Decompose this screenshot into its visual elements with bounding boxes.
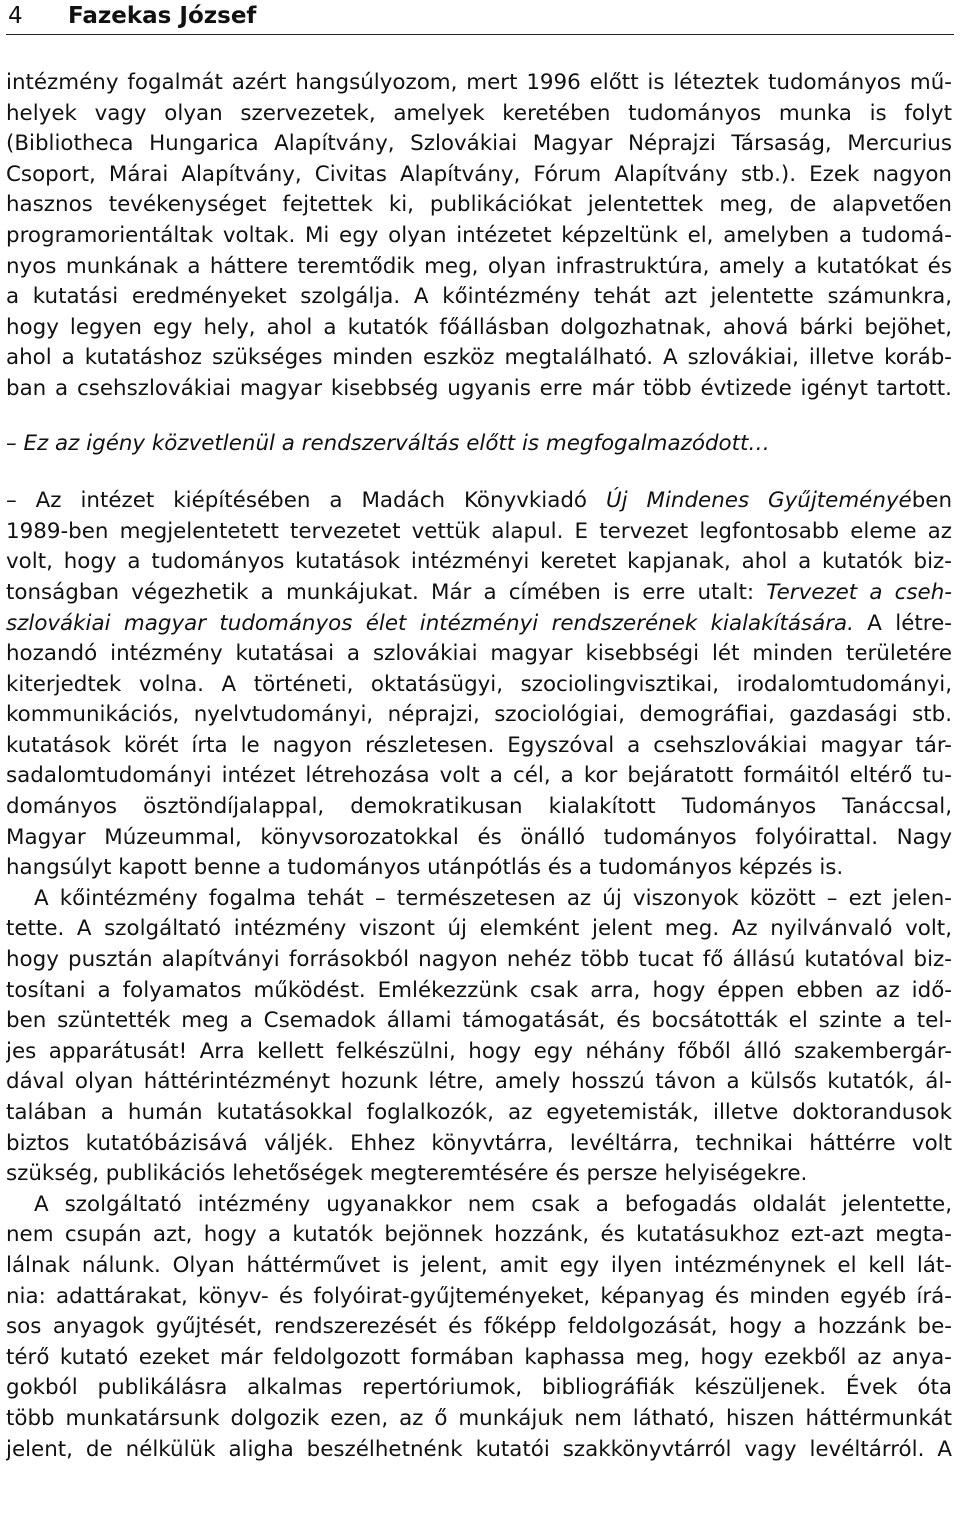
body-text bbox=[6, 68, 952, 1465]
text-segment: tonságban végezhetik a munkájukat. Már a címében is erre utalt: bbox=[6, 579, 767, 605]
text-line: ahol a kutatáshoz szükséges minden eszköz megtalálható. A szlovákiai, illetve koráb- bbox=[6, 345, 952, 371]
text-line: kommunikációs, nyelvtudományi, néprajzi, szociológiai, demográfiai, gazdasági stb. bbox=[6, 702, 952, 728]
text-line: kiterjedtek volna. A történeti, oktatásügyi, szociolingvisztikai, irodalomtudományi, bbox=[6, 671, 952, 697]
text-line: tosítani a folyamatos működést. Emlékezzünk csak arra, hogy éppen ebben az idő- bbox=[6, 977, 952, 1003]
text-segment: ben bbox=[911, 488, 952, 514]
paragraph-2 bbox=[6, 486, 952, 884]
paragraph-1 bbox=[6, 68, 952, 405]
text-segment: – Az intézet kiépítésében a Madách Könyvkiadó bbox=[6, 488, 606, 514]
text-line: (Bibliotheca Hungarica Alapítvány, Szlovákiai Magyar Néprajzi Társaság, Mercurius bbox=[6, 131, 952, 157]
text-line bbox=[6, 578, 952, 609]
text-line: hozandó intézmény kutatásai a szlovákiai magyar kisebbségi lét minden területére bbox=[6, 641, 952, 667]
text-line: volt, hogy a tudományos kutatások intézményi keretet kapjanak, ahol a kutatók biz- bbox=[6, 549, 952, 575]
text-line: biztos kutatóbázisává váljék. Ehhez könyvtárra, levéltárra, technikai háttérre volt bbox=[6, 1130, 952, 1156]
text-line: hasznos tevékenységet fejtettek ki, publikációkat jelentettek meg, de alapvetően bbox=[6, 192, 952, 218]
italic-title-segment: Tervezet a cseh- bbox=[766, 579, 952, 605]
text-line: Csoport, Márai Alapítvány, Civitas Alapítvány, Fórum Alapítvány stb.). Ezek nagyon bbox=[6, 161, 952, 187]
text-line: a kutatási eredményeket szolgálja. A kőintézmény tehát azt jelentette számunkra, bbox=[6, 284, 952, 310]
text-line: nem csupán azt, hogy a kutatók bejönnek hozzánk, és kutatásukhoz ezt-azt megta- bbox=[6, 1222, 952, 1248]
page-number: 4 bbox=[8, 3, 23, 29]
paragraph-3 bbox=[6, 884, 952, 1190]
interview-question: – Ez az igény közvetlenül a rendszerváltás előtt is megfogalmazódott… bbox=[6, 430, 770, 456]
text-line bbox=[6, 486, 952, 517]
text-line: jelent, de nélkülük aligha beszélhetnénk kutatói szakkönyvtárról vagy levéltárról. A bbox=[6, 1436, 952, 1462]
italic-title-segment: Új Mindenes Gyűjteményé bbox=[605, 488, 912, 514]
running-header bbox=[6, 0, 954, 35]
text-line: dával olyan háttérintézményt hozunk létre, amely hosszú távon a külsős kutatók, ál- bbox=[6, 1069, 952, 1095]
text-line: térő kutató ezeket már feldolgozott formában kaphassa meg, hogy ezekből az anya- bbox=[6, 1344, 952, 1370]
text-segment: A létre- bbox=[853, 610, 952, 636]
text-line: sadalomtudományi intézet létrehozása volt a cél, a kor bejáratott formáitól eltérő tu- bbox=[6, 763, 952, 789]
text-line: gokból publikálásra alkalmas repertóriumok, bibliográfiák készüljenek. Évek óta bbox=[6, 1375, 952, 1401]
text-line: A szolgáltató intézmény ugyanakkor nem csak a befogadás oldalát jelentette, bbox=[34, 1191, 952, 1217]
text-line: hogy pusztán alapítványi forrásokból nagyon nehéz több tucat fő állású kutatóval biz- bbox=[6, 947, 952, 973]
text-line bbox=[6, 609, 952, 640]
running-title-author: Fazekas József bbox=[68, 3, 257, 29]
text-line: hangsúlyt kapott benne a tudományos utánpótlás és a tudományos képzés is. bbox=[6, 855, 844, 881]
text-line: szükség, publikációs lehetőségek megteremtésére és persze helyiségekre. bbox=[6, 1161, 808, 1187]
text-line: 1989-ben megjelentetett tervezetet vettük alapul. E tervezet legfontosabb eleme az bbox=[6, 518, 952, 544]
text-line: helyek vagy olyan szervezetek, amelyek keretében tudományos munka is folyt bbox=[6, 100, 952, 126]
text-line: ben szüntették meg a Csemadok állami támogatását, és bocsátották el szinte a tel- bbox=[6, 1008, 952, 1034]
text-line: nyos munkának a háttere teremtődik meg, olyan infrastruktúra, amely a kutatókat és bbox=[6, 253, 952, 279]
text-line: Magyar Múzeummal, könyvsorozatokkal és önálló tudományos folyóirattal. Nagy bbox=[6, 824, 952, 850]
text-line: dományos ösztöndíjalappal, demokratikusan kialakított Tudományos Tanáccsal, bbox=[6, 794, 952, 820]
text-line: nia: adattárakat, könyv- és folyóirat-gyűjteményeket, képanyag és minden egyéb írá- bbox=[6, 1283, 952, 1309]
italic-title-segment: szlovákiai magyar tudományos élet intézményi rendszerének kialakítására. bbox=[6, 610, 854, 636]
text-line: lálnak nálunk. Olyan háttérművet is jelent, amit egy ilyen intézménynek el kell lát- bbox=[6, 1252, 952, 1278]
text-line: sos anyagok gyűjtését, rendszerezését és főképp feldolgozását, hogy a hozzánk be- bbox=[6, 1314, 952, 1340]
text-line: A kőintézmény fogalma tehát – természetesen az új viszonyok között – ezt jelen- bbox=[34, 885, 952, 911]
text-line: talában a humán kutatásokkal foglalkozók, az egyetemisták, illetve doktorandusok bbox=[6, 1100, 952, 1125]
text-line: hogy legyen egy hely, ahol a kutatók főállásban dolgozhatnak, ahová bárki bejöhet, bbox=[6, 314, 952, 340]
text-line: több munkatársunk dolgozik ezen, az ő munkájuk nem látható, hiszen háttérmunkát bbox=[6, 1405, 952, 1431]
paragraph-4 bbox=[6, 1190, 952, 1465]
text-line: ban a csehszlovákiai magyar kisebbség ugyanis erre már több évtizede igényt tartott. bbox=[6, 375, 952, 401]
text-line: programorientáltak voltak. Mi egy olyan intézetet képzeltünk el, amelyben a tudomá- bbox=[6, 222, 952, 248]
text-line: intézmény fogalmát azért hangsúlyozom, mert 1996 előtt is léteztek tudományos mű- bbox=[6, 70, 952, 95]
text-line: jes apparátusát! Arra kellett felkészülni, hogy egy néhány főből álló szakembergár- bbox=[6, 1038, 952, 1064]
text-line: kutatások körét írta le nagyon részletesen. Egyszóval a csehszlovákiai magyar tár- bbox=[6, 732, 952, 758]
text-line: tette. A szolgáltató intézmény viszont új elemként jelent meg. Az nyilvánvaló volt, bbox=[6, 916, 952, 942]
